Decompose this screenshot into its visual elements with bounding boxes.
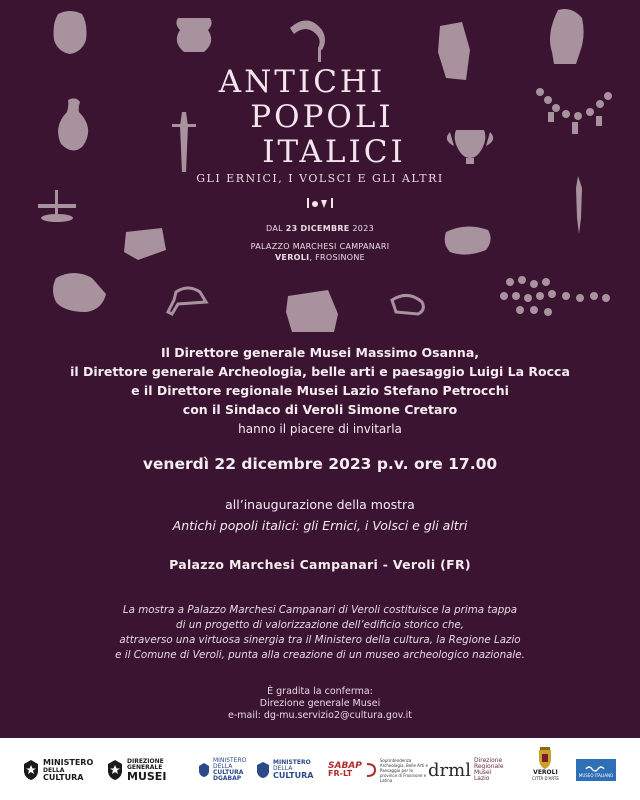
logo2-line1: DIREZIONE (127, 757, 164, 765)
logo3-line3: CULTURA (213, 769, 244, 776)
italian-emblem-icon (22, 759, 40, 781)
sponsor-logo-bar (0, 738, 640, 800)
fibula-icon (168, 288, 206, 314)
artifacts-illustration (0, 0, 640, 340)
logo8-text: MUSEO ITALIANO (578, 772, 614, 778)
rsvp-email[interactable]: e-mail: dg-mu.servizio2@cultura.gov.it (227, 710, 413, 721)
logo3-line2: DELLA (213, 763, 233, 770)
italian-emblem-icon (256, 761, 270, 779)
logo2-line2: GENERALE (127, 763, 163, 771)
brooch-icon (392, 295, 423, 314)
logo4-line3: CULTURA (273, 771, 314, 780)
logo-ministero-cultura-2[interactable] (256, 752, 313, 788)
province-name: , FROSINONE (309, 253, 366, 262)
rsvp-line-1: È gradita la conferma: (267, 686, 373, 697)
invite-line-2: il Direttore generale Archeologia, belle arti e paesaggio Luigi La Rocca (70, 364, 570, 379)
date-prefix: DAL (266, 224, 283, 233)
description-line-3: attraverso una virtuosa sinergia tra il Ministero della cultura, la Regione Lazio (119, 634, 521, 646)
sickle-icon (290, 20, 325, 50)
logo-dgabap[interactable] (198, 752, 246, 788)
title-line-3: ITALICI (262, 134, 406, 170)
logo4-line2: DELLA (273, 765, 293, 772)
date-value: 23 DICEMBRE (285, 224, 350, 233)
logo-drml[interactable] (428, 752, 504, 788)
logo6-line1: Direzione (473, 757, 503, 764)
italian-emblem-icon (198, 762, 210, 778)
bust-icon (550, 9, 584, 64)
museum-waves-icon (585, 763, 607, 773)
logo-comune-veroli[interactable] (532, 746, 559, 794)
title-subtitle: GLI ERNICI, I VOLSCI E GLI ALTRI (196, 172, 444, 185)
logo7-name: VEROLI (533, 769, 558, 776)
city-line (0, 253, 640, 262)
description-line-1: La mostra a Palazzo Marchesi Campanari di Veroli costituisce la prima tappa (122, 604, 518, 616)
title-line-1: ANTICHI (218, 64, 386, 100)
relief-block-icon (286, 290, 338, 332)
event-datetime: venerdì 22 dicembre 2023 p.v. ore 17.00 (142, 455, 498, 473)
invite-line-4: con il Sindaco di Veroli Simone Cretaro (182, 402, 458, 417)
italian-emblem-icon (106, 759, 124, 781)
logo6-line3: Musei (473, 769, 492, 776)
logo7-sub: CITTÀ D'ARTE (532, 776, 559, 781)
sabap-emblem-icon (365, 762, 377, 778)
city-name: VEROLI (274, 253, 310, 262)
logo-ministero-cultura[interactable] (22, 752, 93, 788)
sickle-handle-icon (318, 48, 321, 62)
event-location: Palazzo Marchesi Campanari - Veroli (FR) (169, 557, 471, 572)
date-year: 2023 (352, 224, 374, 233)
invite-line-1: Il Direttore generale Musei Massimo Osanna, (160, 345, 480, 360)
description-line-2: di un progetto di valorizzazione dell’edificio storico che, (176, 619, 464, 631)
logo1-line1: MINISTERO (43, 757, 94, 767)
logo2-line3: MUSEI (127, 769, 167, 783)
logo-sabap[interactable] (328, 752, 430, 788)
logo6-line4: Lazio (473, 775, 490, 782)
date-line (0, 224, 640, 233)
helmet-icon (54, 11, 87, 54)
exhibition-mark-icon (305, 196, 335, 210)
logo-museo-italiano[interactable] (576, 752, 616, 788)
logo1-line3: CULTURA (43, 772, 84, 782)
title-line-2: POPOLI (250, 99, 394, 135)
exhibition-title: Antichi popoli italici: gli Ernici, i Volsci e gli altri (172, 518, 468, 533)
pot-icon (176, 18, 211, 52)
invite-line-3: e il Direttore regionale Musei Lazio Stefano Petrocchi (131, 383, 509, 398)
logo6-line2: Regionale (473, 763, 504, 770)
rsvp-line-2: Direzione generale Musei (259, 698, 381, 709)
invite-line-5: hanno il piacere di invitarla (238, 422, 402, 436)
logo1-line2: DELLA (43, 766, 65, 774)
logo3-line1: MINISTERO (213, 757, 247, 764)
inauguration-line: all’inaugurazione della mostra (225, 497, 415, 512)
lamp-stand-icon (38, 190, 76, 222)
logo4-line1: MINISTERO (273, 759, 311, 766)
logo3-line4: DGABAP (213, 775, 242, 782)
logo6-mark: drml (428, 759, 471, 781)
logo-direzione-musei[interactable] (106, 752, 166, 788)
description-line-4: e il Comune di Veroli, punta alla creazione di un museo archeologico nazionale. (115, 649, 525, 661)
logo5-line1: SABAP (328, 761, 362, 771)
beads-icon (500, 276, 610, 316)
logo5-description: Soprintendenza Archeologia, Belle Arti e Paesaggio per le province di Frosinone e Latina (379, 757, 428, 783)
votive-fragment-icon (53, 273, 106, 312)
veroli-coat-of-arms-icon (537, 746, 553, 770)
logo5-line2: FR-LT (328, 769, 353, 778)
venue-line: PALAZZO MARCHESI CAMPANARI (250, 242, 390, 251)
